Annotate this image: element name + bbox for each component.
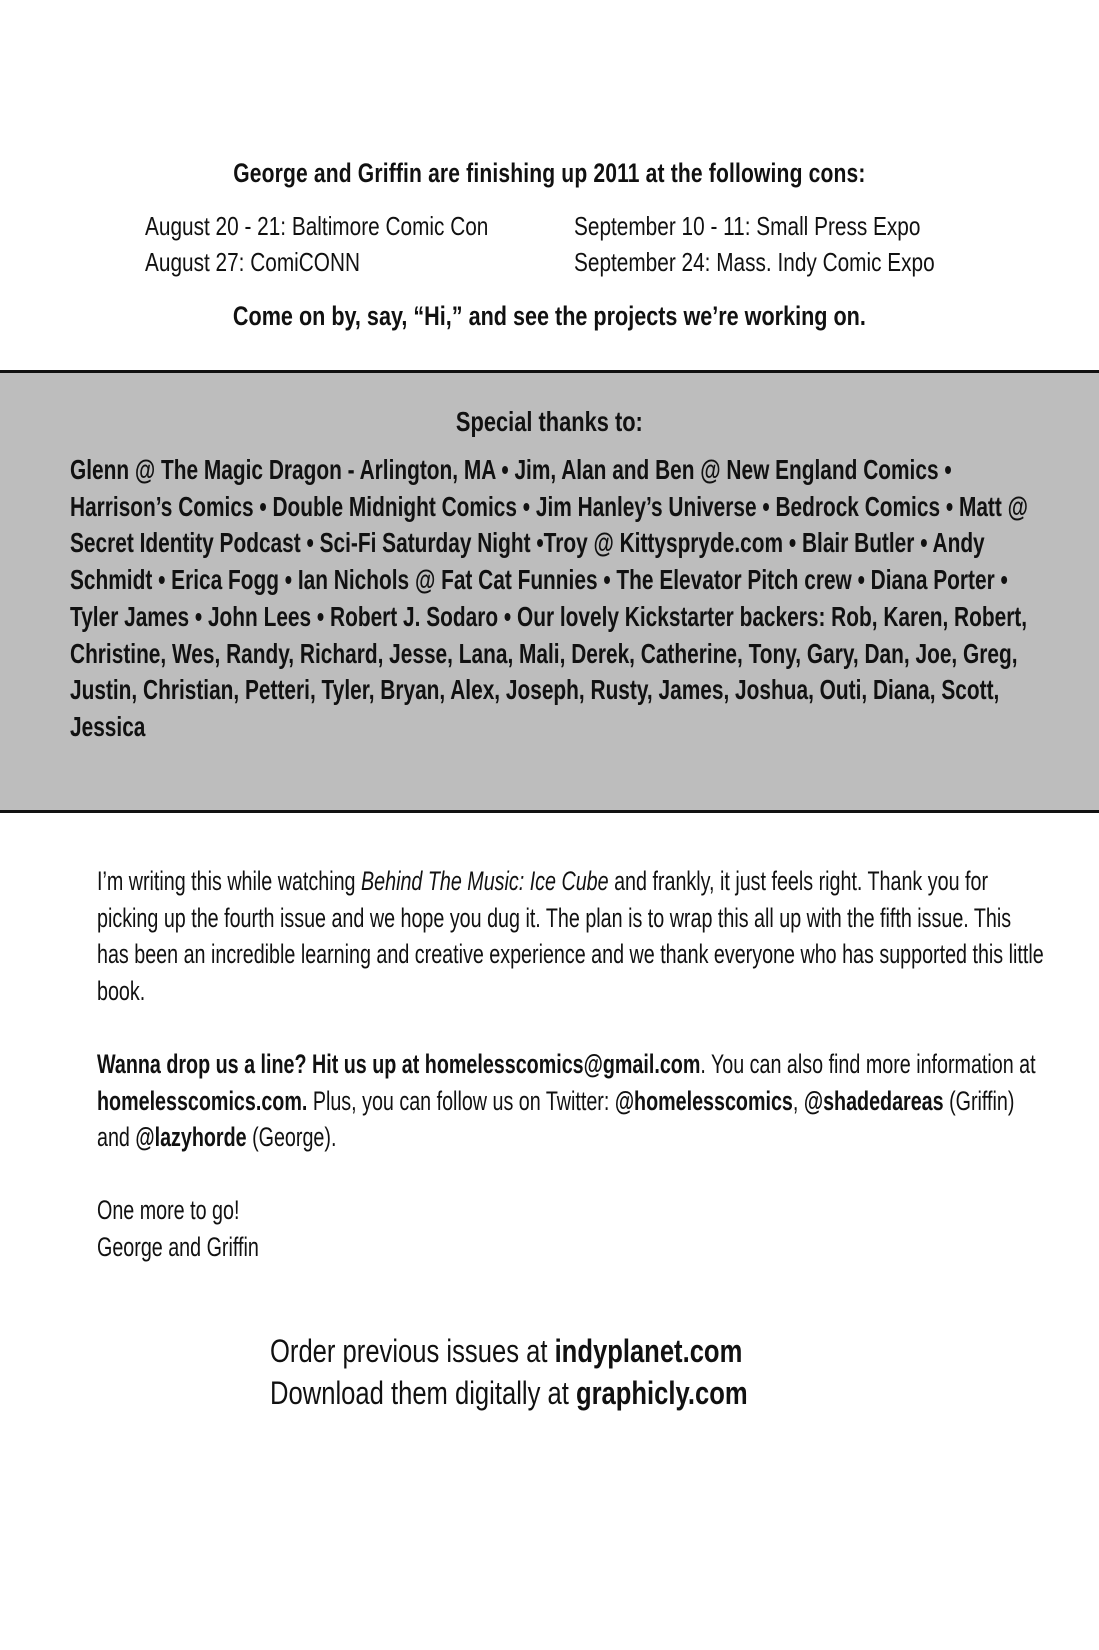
download-line bbox=[270, 1372, 748, 1414]
con-entry: August 20 - 21: Baltimore Comic Con bbox=[145, 211, 489, 241]
cons-heading: George and Griffin are finishing up 2011 at the following cons: bbox=[233, 158, 866, 188]
closing-line: One more to go! bbox=[97, 1194, 240, 1225]
order-text: Order previous issues at bbox=[270, 1333, 555, 1369]
special-thanks-box bbox=[0, 370, 1099, 813]
website-link: homelesscomics.com. bbox=[97, 1085, 308, 1116]
letter-text: (Griffin) and bbox=[97, 1085, 1015, 1153]
letter-body bbox=[97, 863, 1046, 1265]
con-entry: September 10 - 11: Small Press Expo bbox=[574, 211, 921, 241]
cons-invite: Come on by, say, “Hi,” and see the projects we’re working on. bbox=[232, 301, 866, 331]
contact-email-line: Wanna drop us a line? Hit us up at homelesscomics@gmail.com bbox=[97, 1048, 701, 1079]
order-line bbox=[270, 1330, 748, 1372]
special-thanks-list: Glenn @ The Magic Dragon - Arlington, MA • Jim, Alan and Ben @ New England Comics • Harrison’s Comics • Double Midnight Comics • Jim Hanley’s Universe • Bedrock Comics • Matt @ Secret Identity Podcast • Sci-Fi Saturday Night •Troy @ Kittyspryde.com • Blair Butler • Andy Schmidt • Erica Fogg • Ian Nichols @ Fat Cat Funnies • The Elevator Pitch crew • Diana Porter • Tyler James • John Lees • Robert J. Sodaro • Our lovely Kickstarter backers: Rob, Karen, Robert, Christine, Wes, Randy, Richard, Jesse, Lana, Mali, Derek, Catherine, Tony, Gary, Dan, Joe, Greg, Justin, Christian, Petteri, Tyler, Bryan, Alex, Joseph, Rusty, James, Joshua, Outi, Diana, Scott, Jessica bbox=[70, 454, 1028, 742]
letter-text: and frankly, it just feels right. Thank you for picking up the fourth issue and we hope you dug it. The plan is to wrap this all up with the fifth issue. This has been an incredible learning and creative experience and we thank everyone who has supported this little book. bbox=[97, 866, 1044, 1007]
cons-list-left bbox=[145, 208, 488, 280]
indyplanet-link: indyplanet.com bbox=[554, 1333, 743, 1369]
twitter-handle-homelesscomics: @homelesscomics bbox=[614, 1085, 793, 1116]
con-entry: August 27: ComiCONN bbox=[145, 247, 361, 277]
download-text: Download them digitally at bbox=[270, 1375, 576, 1411]
special-thanks-heading: Special thanks to: bbox=[455, 406, 643, 437]
letter-paragraph bbox=[97, 863, 1046, 1010]
letter-text: Plus, you can follow us on Twitter: bbox=[307, 1085, 615, 1116]
show-title: Behind The Music: Ice Cube bbox=[360, 866, 609, 896]
letter-text: I’m writing this while watching bbox=[97, 866, 361, 896]
twitter-handle-lazyhorde: @lazyhorde bbox=[135, 1122, 247, 1153]
order-info bbox=[270, 1330, 748, 1414]
cons-list-right bbox=[574, 208, 935, 280]
letter-text: , bbox=[792, 1085, 804, 1116]
letter-text: . You can also find more information at bbox=[700, 1048, 1036, 1079]
twitter-handle-shadedareas: @shadedareas bbox=[803, 1085, 944, 1116]
signature: George and Griffin bbox=[97, 1231, 259, 1262]
con-entry: September 24: Mass. Indy Comic Expo bbox=[574, 247, 935, 277]
cons-section bbox=[0, 0, 1099, 370]
letter-text: (George). bbox=[246, 1122, 337, 1153]
graphicly-link: graphicly.com bbox=[575, 1375, 748, 1411]
contact-paragraph bbox=[97, 1046, 1046, 1156]
